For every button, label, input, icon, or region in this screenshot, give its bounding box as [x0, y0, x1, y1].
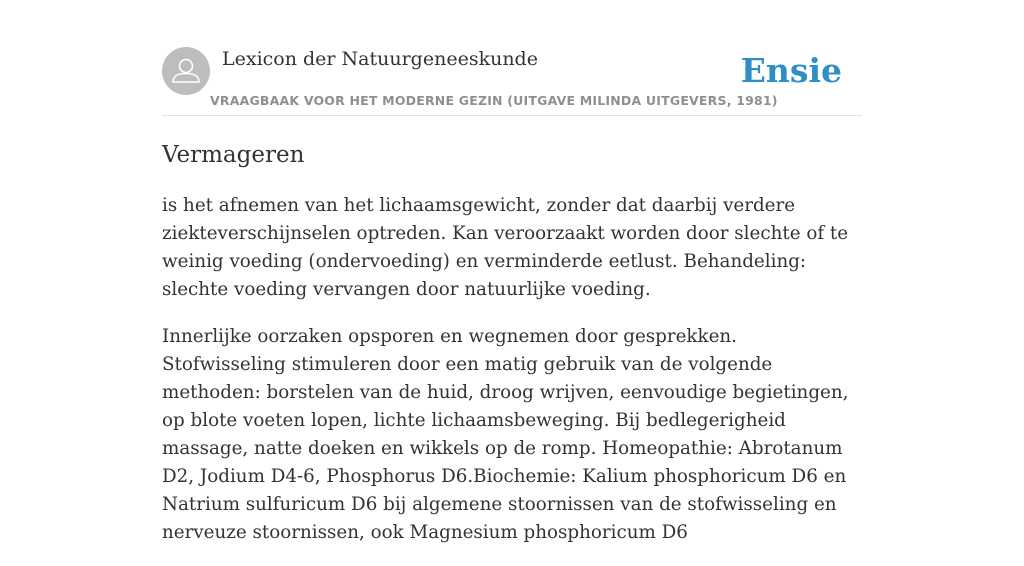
entry-paragraph-1: is het afnemen van het lichaamsgewicht, zonder dat daarbij verdere ziekteverschijnselen optreden. Kan veroorzaakt worden door slechte of te weinig voeding (ondervoeding) en verminderde eetlust. Behandeling: slechte voeding vervangen door natuurlijke voeding. [162, 195, 849, 300]
source-subtitle: VRAAGBAAK VOOR HET MODERNE GEZIN (UITGAVE MILINDA UITGEVERS, 1981) [210, 93, 778, 108]
user-silhouette-icon [162, 47, 210, 95]
entry-body [162, 192, 862, 566]
source-avatar[interactable] [162, 47, 210, 95]
entry-paragraph-2: Innerlijke oorzaken opsporen en wegnemen door gesprekken. Stofwisseling stimuleren door een matig gebruik van de volgende methoden: borstelen van de huid, droog wrijven, eenvoudige begietingen, op blote voeten lopen, lichte lichaamsbeweging. Bij bedlegerigheid massage, natte doeken en wikkels op de romp. Homeopathie: Abrotanum D2, Jodium D4-6, Phosphorus D6.Biochemie: Kalium phosphoricum D6 en Natrium sulfuricum D6 bij algemene stoornissen van de stofwisseling en nerveuze stoornissen, ook Magnesium phosphoricum D6 [162, 326, 849, 543]
entry-headword: Vermageren [162, 142, 305, 168]
source-header [162, 47, 862, 116]
brand-logo-link[interactable]: Ensie [740, 51, 842, 90]
source-title[interactable]: Lexicon der Natuurgeneeskunde [222, 48, 538, 70]
